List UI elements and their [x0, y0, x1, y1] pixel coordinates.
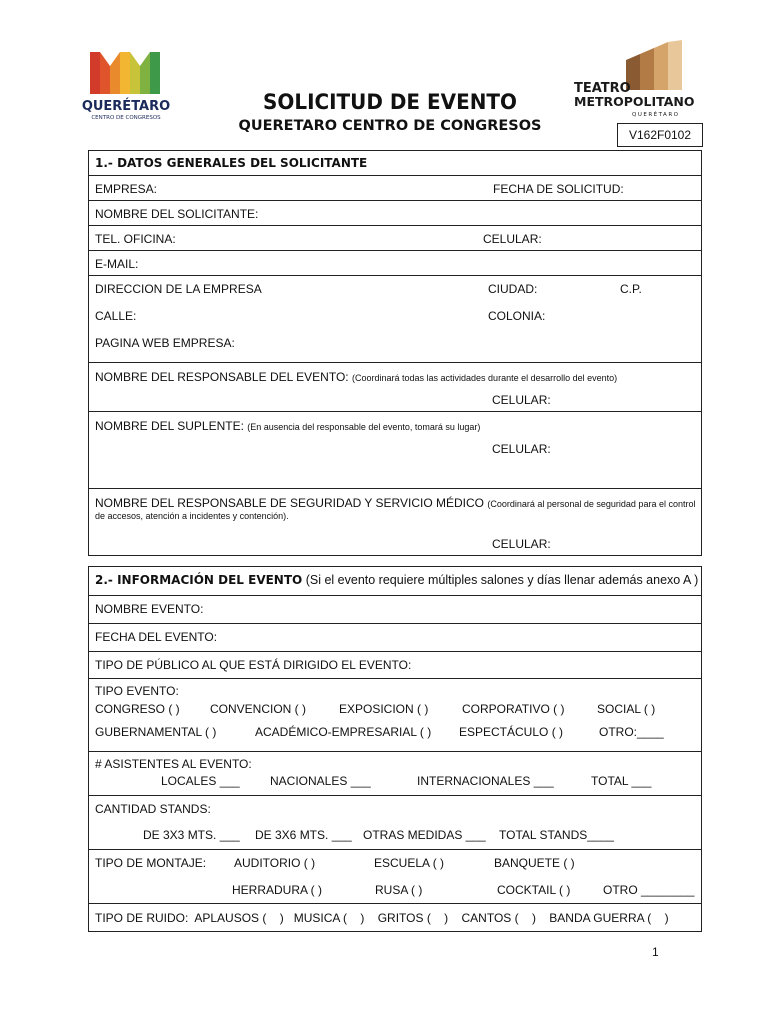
nacionales-field[interactable]: NACIONALES ___ [270, 774, 371, 788]
section-2-header-row [89, 567, 701, 596]
seguridad-celular-label: CELULAR: [492, 537, 551, 551]
fecha-solicitud-label: FECHA DE SOLICITUD: [493, 182, 624, 196]
stands-label: CANTIDAD STANDS: [95, 802, 211, 816]
nombre-solicitante-row[interactable] [89, 201, 701, 226]
document-title: SOLICITUD DE EVENTO [263, 90, 517, 114]
banquete-option[interactable]: BANQUETE ( ) [494, 856, 575, 870]
otro-tipo-option[interactable]: OTRO:____ [599, 725, 664, 739]
internacionales-field[interactable]: INTERNACIONALES ___ [417, 774, 554, 788]
responsable-note: (Coordinará todas las actividades durante el desarrollo del evento) [351, 373, 618, 383]
otras-medidas-field[interactable]: OTRAS MEDIDAS ___ [363, 828, 486, 842]
section-2-heading [95, 573, 698, 587]
suplente-row[interactable] [89, 412, 701, 489]
total-stands-field[interactable]: TOTAL STANDS____ [499, 828, 614, 842]
tipo-evento-label: TIPO EVENTO: [95, 684, 179, 698]
tipo-publico-row[interactable] [89, 652, 701, 679]
page-number: 1 [652, 945, 659, 959]
otro-montaje-option[interactable]: OTRO ________ [603, 883, 695, 897]
stands-3x6-field[interactable]: DE 3X6 MTS. ___ [255, 828, 352, 842]
suplente-note: (En ausencia del responsable del evento, tomará su lugar) [247, 422, 481, 432]
empresa-row[interactable] [89, 176, 701, 201]
empresa-label: EMPRESA: [95, 182, 158, 196]
logo-left-sub: CENTRO DE CONGRESOS [91, 115, 161, 121]
tipo-montaje-row [89, 850, 701, 904]
responsable-celular-label: CELULAR: [492, 393, 551, 407]
logo-right-line1: TEATRO [574, 81, 631, 96]
total-asistentes-field[interactable]: TOTAL ___ [591, 774, 652, 788]
responsable-row[interactable] [89, 363, 701, 412]
seguridad-note-1: (Coordinará al personal de seguridad para el control [487, 499, 696, 509]
tipo-publico-label: TIPO DE PÚBLICO AL QUE ESTÁ DIRIGIDO EL EVENTO: [95, 658, 412, 672]
calle-label: CALLE: [95, 309, 137, 323]
direccion-label: DIRECCION DE LA EMPRESA [95, 282, 262, 296]
escuela-option[interactable]: ESCUELA ( ) [374, 856, 445, 870]
exposicion-option[interactable]: EXPOSICION ( ) [339, 702, 429, 716]
section-2-table [88, 566, 702, 932]
logo-right-line3: QUERÉTARO [632, 112, 680, 118]
stands-row [89, 796, 701, 850]
asistentes-row [89, 752, 701, 796]
responsable-text: NOMBRE DEL RESPONSABLE DEL EVENTO: [95, 370, 349, 384]
suplente-text: NOMBRE DEL SUPLENTE: [95, 419, 244, 433]
auditorio-option[interactable]: AUDITORIO ( ) [234, 856, 316, 870]
email-row[interactable] [89, 251, 701, 276]
stands-3x3-field[interactable]: DE 3X3 MTS. ___ [143, 828, 240, 842]
direccion-row[interactable] [89, 276, 701, 363]
celular-label: CELULAR: [483, 232, 542, 246]
locales-field[interactable]: LOCALES ___ [161, 774, 240, 788]
document-subtitle: QUERETARO CENTRO DE CONGRESOS [238, 118, 542, 134]
nombre-evento-row[interactable] [89, 596, 701, 624]
fecha-evento-row[interactable] [89, 624, 701, 652]
telefono-row[interactable] [89, 226, 701, 251]
social-option[interactable]: SOCIAL ( ) [597, 702, 656, 716]
section-2-heading-bold: 2.- INFORMACIÓN DEL EVENTO [95, 573, 303, 587]
tipo-montaje-label: TIPO DE MONTAJE: [95, 856, 207, 870]
logo-left-text: QUERÉTARO [81, 99, 171, 114]
cocktail-option[interactable]: COCKTAIL ( ) [497, 883, 571, 897]
colonia-label: COLONIA: [488, 309, 546, 323]
nombre-solicitante-label: NOMBRE DEL SOLICITANTE: [95, 207, 259, 221]
section-1-heading: 1.- DATOS GENERALES DEL SOLICITANTE [95, 156, 368, 170]
nombre-evento-label: NOMBRE EVENTO: [95, 602, 204, 616]
congreso-option[interactable]: CONGRESO ( ) [95, 702, 180, 716]
espectaculo-option[interactable]: ESPECTÁCULO ( ) [459, 725, 564, 739]
section-1-header-row [89, 151, 701, 176]
pagina-web-label: PAGINA WEB EMPRESA: [95, 336, 235, 350]
gubernamental-option[interactable]: GUBERNAMENTAL ( ) [95, 725, 217, 739]
logo-right-line2: METROPOLITANO [574, 94, 694, 109]
tipo-ruido-label: TIPO DE RUIDO: APLAUSOS ( ) MUSICA ( ) GRITOS ( ) CANTOS ( ) BANDA GUERRA ( ) [95, 911, 669, 925]
ciudad-label: CIUDAD: [488, 282, 538, 296]
seguridad-label [95, 496, 695, 510]
responsable-label [95, 370, 617, 384]
seguridad-row[interactable] [89, 489, 701, 555]
cp-label: C.P. [620, 282, 642, 296]
document-code: V162F0102 [617, 123, 703, 147]
suplente-label [95, 419, 480, 433]
herradura-option[interactable]: HERRADURA ( ) [232, 883, 323, 897]
suplente-celular-label: CELULAR: [492, 442, 551, 456]
tipo-ruido-row[interactable] [89, 904, 701, 931]
academico-option[interactable]: ACADÉMICO-EMPRESARIAL ( ) [255, 725, 432, 739]
tipo-evento-row [89, 679, 701, 752]
seguridad-note-2: de accesos, atención a incidentes y contención). [95, 511, 289, 521]
fecha-evento-label: FECHA DEL EVENTO: [95, 630, 218, 644]
tel-oficina-label: TEL. OFICINA: [95, 232, 176, 246]
email-label: E-MAIL: [95, 257, 139, 271]
section-1-table [88, 150, 702, 556]
seguridad-text: NOMBRE DEL RESPONSABLE DE SEGURIDAD Y SERVICIO MÉDICO [95, 496, 484, 510]
convencion-option[interactable]: CONVENCION ( ) [210, 702, 306, 716]
asistentes-label: # ASISTENTES AL EVENTO: [95, 757, 252, 771]
queretaro-logo [76, 44, 176, 122]
rusa-option[interactable]: RUSA ( ) [375, 883, 423, 897]
section-2-heading-note: (Si el evento requiere múltiples salones y días llenar además anexo A ) [305, 573, 699, 587]
corporativo-option[interactable]: CORPORATIVO ( ) [462, 702, 565, 716]
